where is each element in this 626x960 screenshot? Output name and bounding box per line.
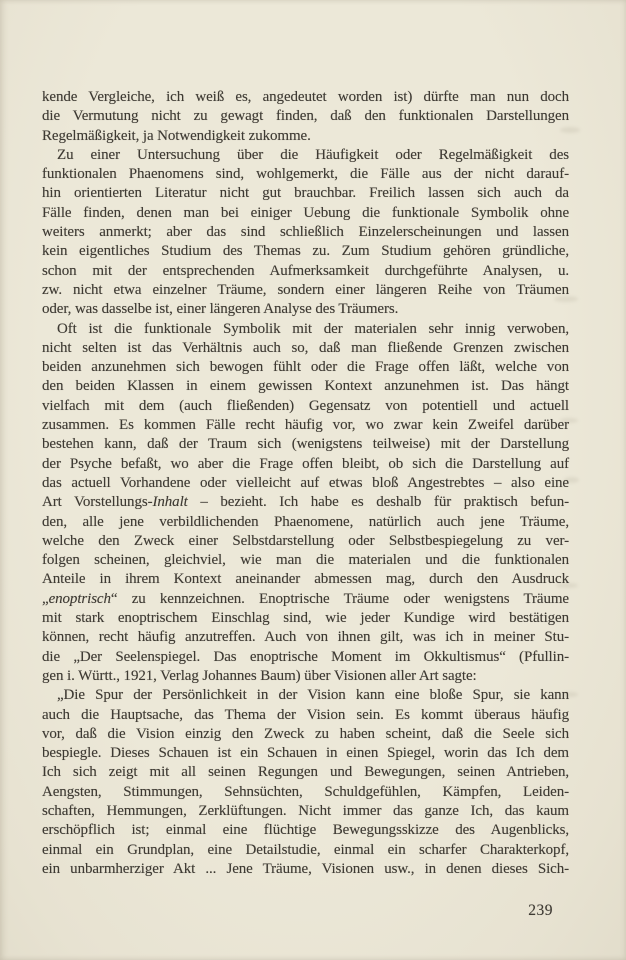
- text-line: [42, 320, 569, 339]
- body-text: bestehen kann, daß der Traum sich (wenigstens teilweise) mit der Darstellung: [42, 436, 569, 453]
- text-line: [42, 628, 569, 647]
- body-text: vor, daß die Vision einzig den Zweck zu haben scheint, daß die Seele sich: [42, 725, 569, 742]
- page-number: 239: [528, 902, 553, 919]
- text-line: [42, 358, 569, 377]
- body-text: auch die Hauptsache, das Thema der Vision sein. Es kommt überaus häufig: [42, 706, 569, 723]
- italic-text: enoptrisch: [48, 590, 111, 607]
- text-line: [42, 706, 569, 725]
- body-text: “ zu kennzeichnen. Enoptrische Träume oder wenigstens Träume: [110, 590, 569, 607]
- body-text: Ich sich zeigt mit all seinen Regungen und Bewegungen, seinen Antrieben,: [42, 764, 569, 781]
- text-line: [42, 339, 569, 358]
- text-line: [42, 570, 569, 589]
- text-line: [42, 455, 569, 474]
- text-line: [42, 242, 569, 261]
- text-line: [42, 377, 569, 396]
- body-text: weiters anmerkt; aber das sind schließlich Einzelerscheinungen und lassen: [42, 224, 569, 241]
- body-text: kein eigentliches Studium des Themas zu. Zum Studium gehören gründliche,: [42, 243, 569, 260]
- body-text: Oft ist die funktionale Symbolik mit der materialen sehr innig verwoben,: [57, 320, 569, 337]
- body-text: den, alle jene verbildlichenden Phaenomene, natürlich auch jene Träume,: [42, 513, 569, 530]
- body-text: erschöpflich ist; einmal eine flüchtige Bewegungsskizze des Augenblicks,: [42, 822, 569, 839]
- text-line: [42, 165, 569, 184]
- text-line: [42, 783, 569, 802]
- body-text: schon mit der entsprechenden Aufmerksamkeit durchgeführte Analysen, u.: [42, 262, 569, 279]
- text-line: [42, 474, 569, 493]
- body-text: das actuell Vorhandene oder vielleicht auf etwas bloß Angestrebtes – also eine: [42, 474, 569, 491]
- body-text: oder, was dasselbe ist, einer längeren Analyse des Träumers.: [42, 301, 399, 318]
- body-text: nicht selten ist das Verhältnis auch so, daß man fließende Grenzen zwischen: [42, 339, 569, 356]
- text-line: [42, 435, 569, 454]
- body-text: bespiegle. Dieses Schauen ist ein Schauen in einen Spiegel, worin das Ich dem: [42, 745, 569, 762]
- body-text: kende Vergleiche, ich weiß es, angedeutet worden ist) dürfte man nun doch: [42, 89, 569, 105]
- body-text: funktionalen Phaenomens sind, wohlgemerkt, die Fälle aus der nicht darauf-: [42, 166, 569, 183]
- body-text: gen i. Württ., 1921, Verlag Johannes Baum) über Visionen aller Art sagte:: [42, 667, 477, 684]
- text-line: [42, 802, 569, 821]
- body-text: der Psyche befaßt, wo aber die Frage offen bleibt, ob sich die Darstellung auf: [42, 455, 569, 472]
- body-text: vielfach mit dem (auch fließenden) Gegensatz von potentiell und actuell: [42, 397, 569, 414]
- text-line: [42, 493, 569, 512]
- body-text: den beiden Klassen in einem gewissen Kontext anzunehmen ist. Das hängt: [42, 378, 569, 395]
- body-text: zusammen. Es kommen Fälle recht häufig vor, wo zwar kein Zweifel darüber: [42, 417, 569, 434]
- text-line: [42, 107, 569, 126]
- body-text: Regelmäßigkeit, ja Notwendigkeit zukomme.: [42, 127, 311, 144]
- body-text: „: [42, 590, 49, 607]
- body-text: die Vermutung nicht zu gewagt finden, daß den funktionalen Darstellungen: [42, 108, 569, 125]
- text-line: [42, 648, 569, 667]
- italic-text: Inhalt: [152, 494, 188, 511]
- text-line: [42, 184, 569, 203]
- text-line: [42, 686, 569, 705]
- body-text: Fälle finden, denen man bei einiger Uebung die funktionale Symbolik ohne: [42, 204, 569, 221]
- body-text: können, recht häufig anzutreffen. Auch von ihnen gilt, was ich in meiner Stu-: [42, 629, 569, 646]
- text-line: [42, 532, 569, 551]
- body-text: Aengsten, Stimmungen, Sehnsüchten, Schuldgefühlen, Kämpfen, Leiden-: [42, 783, 569, 800]
- text-line: [42, 416, 569, 435]
- text-line: [42, 590, 569, 609]
- text-line: [42, 127, 569, 146]
- body-text: zw. nicht etwa einzelner Träume, sondern einer längeren Reihe von Träumen: [42, 281, 569, 298]
- body-text: Anteile in ihrem Kontext aneinander abmessen mag, durch den Ausdruck: [42, 571, 569, 588]
- text-line: [42, 88, 569, 107]
- text-line: [42, 281, 569, 300]
- text-line: [42, 551, 569, 570]
- body-text: folgen scheinen, gleichviel, wie man die materialen und die funktionalen: [42, 552, 569, 569]
- body-text: Zu einer Untersuchung über die Häufigkeit oder Regelmäßigkeit des: [57, 146, 569, 163]
- body-text: die „Der Seelenspiegel. Das enoptrische Moment im Okkultismus“ (Pfullin-: [42, 648, 569, 665]
- text-line: [42, 841, 569, 860]
- text-line: [42, 204, 569, 223]
- text-line: [42, 763, 569, 782]
- body-text: „Die Spur der Persönlichkeit in der Vision kann eine bloße Spur, sie kann: [57, 687, 569, 704]
- text-block: [42, 88, 569, 879]
- body-text: Art Vorstellungs-: [42, 494, 153, 511]
- body-text: – bezieht. Ich habe es deshalb für praktisch befun-: [187, 494, 570, 511]
- body-text: beiden anzunehmen sich bewogen fühlt oder die Frage offen läßt, welche von: [42, 359, 569, 376]
- text-line: [42, 821, 569, 840]
- text-line: [42, 300, 569, 319]
- text-line: [42, 397, 569, 416]
- text-line: [42, 513, 569, 532]
- body-text: hin orientierten Literatur nicht gut brauchbar. Freilich lassen sich auch da: [42, 185, 569, 202]
- body-text: ein unbarmherziger Akt ... Jene Träume, Visionen usw., in denen dieses Sich-: [42, 860, 569, 877]
- text-line: [42, 725, 569, 744]
- body-text: mit stark enoptrischem Einschlag sind, wie jeder Kundige wird bestätigen: [42, 610, 569, 627]
- body-text: welche den Zweck einer Selbstdarstellung oder Selbstbespiegelung zu ver-: [42, 532, 569, 549]
- text-line: [42, 223, 569, 242]
- text-line: [42, 609, 569, 628]
- text-line: [42, 860, 569, 879]
- text-line: [42, 262, 569, 281]
- body-text: einmal ein Grundplan, eine Detailstudie, einmal ein scharfer Charakterkopf,: [42, 841, 569, 858]
- text-line: [42, 744, 569, 763]
- text-line: [42, 667, 569, 686]
- body-text: schaften, Hemmungen, Zerklüftungen. Nicht immer das ganze Ich, das kaum: [42, 802, 569, 819]
- text-line: [42, 146, 569, 165]
